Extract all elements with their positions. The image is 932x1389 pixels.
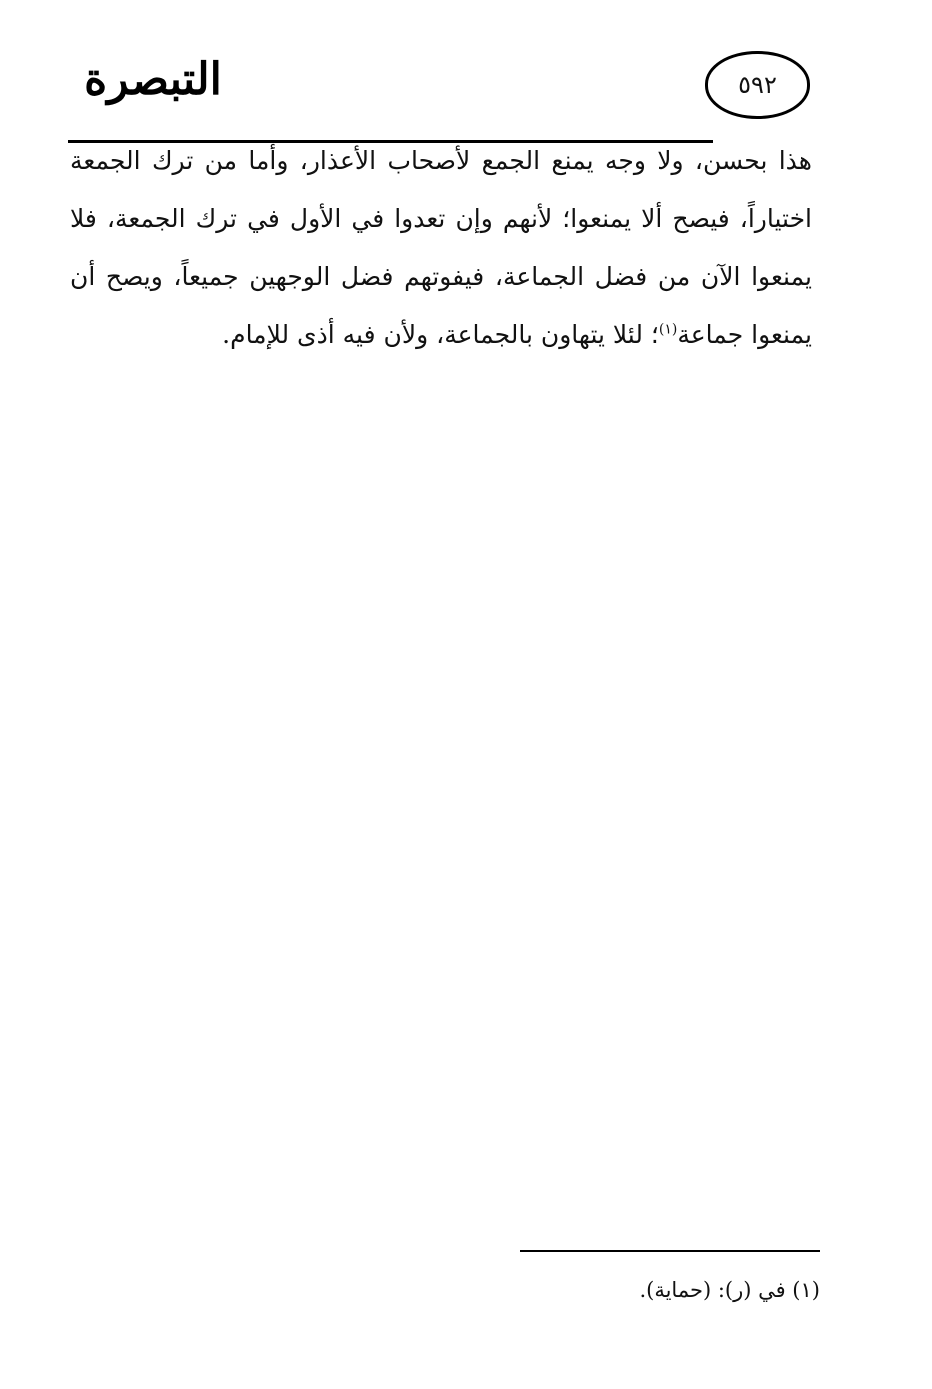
paragraph bbox=[70, 132, 812, 364]
footnote-reference[interactable]: (١) bbox=[658, 321, 678, 338]
footnote-1: (١) في (ر): (حماية). bbox=[639, 1278, 820, 1302]
main-text bbox=[70, 132, 812, 364]
book-title: التبصرة bbox=[84, 54, 222, 105]
page-number: ٥٩٢ bbox=[738, 71, 777, 99]
footnote-separator bbox=[520, 1250, 820, 1252]
page-number-badge bbox=[705, 51, 810, 119]
page-header bbox=[60, 40, 820, 120]
paragraph-text: هذا بحسن، ولا وجه يمنع الجمع لأصحاب الأعذار، وأما من ترك الجمعة اختياراً، فيصح ألا يمنعوا؛ لأنهم وإن تعدوا في الأول في ترك الجمعة، فلا يمنعوا الآن من فضل الجماعة، فيفوتهم فضل الوجهين جميعاً، ويصح أن يمنعوا جماعة bbox=[70, 146, 812, 349]
paragraph-text-end: ؛ لئلا يتهاون بالجماعة، ولأن فيه أذى للإمام. bbox=[222, 320, 659, 349]
